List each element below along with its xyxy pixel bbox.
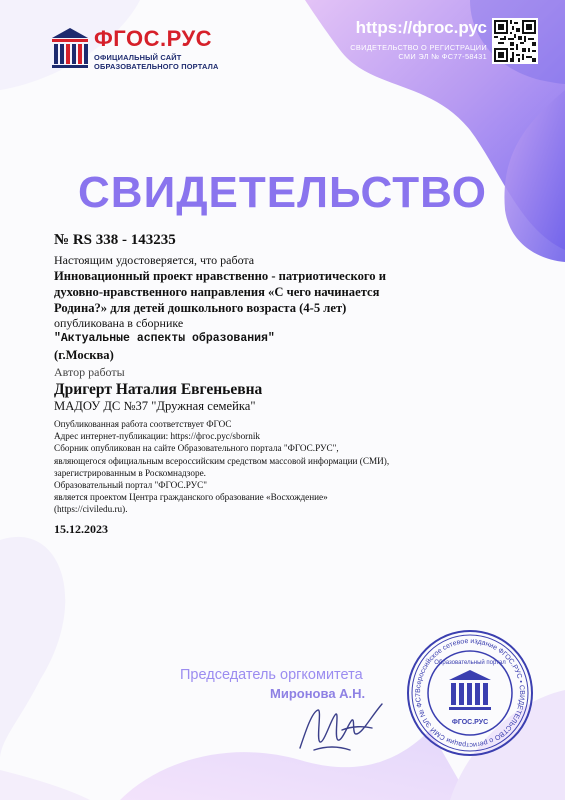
logo-building-icon: [50, 26, 90, 70]
site-url-link[interactable]: https://фгос.рус: [355, 18, 487, 37]
brand-name: ФГОС.РУС: [94, 26, 213, 51]
chair-name: Миронова А.Н.: [270, 686, 366, 701]
registration-line-1: СВИДЕТЕЛЬСТВО О РЕГИСТРАЦИИ: [350, 43, 487, 52]
collection-name: "Актуальные аспекты образования": [54, 332, 275, 345]
collection-city: (г.Москва): [54, 348, 114, 362]
note-line-url[interactable]: Адрес интернет-публикации: https://фгос.рус/sbornik: [54, 431, 260, 442]
note-line: Сборник опубликован на сайте Образовательного портала "ФГОС.РУС",: [54, 443, 339, 454]
intro-text: Настоящим удостоверяется, что работа: [54, 253, 255, 267]
work-title-line: Родина?» для детей дошкольного возраста (4-5 лет): [54, 301, 347, 315]
stamp-inner-text: Образовательный портал: [434, 660, 506, 666]
brand-logo[interactable]: [50, 26, 240, 72]
qr-code-icon[interactable]: [492, 18, 538, 64]
signature-icon: [292, 690, 392, 760]
stamp-icon: [405, 628, 535, 758]
certificate-number: № RS 338 - 143235: [54, 232, 176, 248]
registration-line-2: СМИ ЭЛ № ФС77-58431: [398, 52, 487, 61]
note-line: являющегося официальным всероссийским средством массовой информации (СМИ),: [54, 455, 390, 466]
note-line: Образовательный портал "ФГОС.РУС": [54, 480, 208, 491]
stamp-ring-text: Всероссийское сетевое издание ФГОС.РУС • СВИДЕТЕЛЬСТВО о регистрации СМИ ЭЛ № ФС7: [414, 637, 526, 749]
chair-title: Председатель оргкомитета: [180, 667, 363, 683]
note-line-url[interactable]: (https://civiledu.ru).: [54, 504, 128, 515]
certificate-title: СВИДЕТЕЛЬСТВО: [78, 168, 487, 217]
note-line: является проектом Центра гражданского образование «Восхождение»: [54, 492, 328, 503]
author-label: Автор работы: [54, 365, 125, 379]
note-line: зарегистрированным в Роскомнадзоре.: [54, 467, 206, 478]
stamp-bottom-label: ФГОС.РУС: [451, 719, 489, 726]
issue-date: 15.12.2023: [54, 521, 108, 536]
brand-subtitle-1: ОФИЦИАЛЬНЫЙ САЙТ: [94, 53, 182, 62]
organization: МАДОУ ДС №37 "Дружная семейка": [54, 399, 256, 413]
brand-subtitle-2: ОБРАЗОВАТЕЛЬНОГО ПОРТАЛА: [94, 62, 219, 71]
author-name: Дригерт Наталия Евгеньевна: [54, 381, 263, 398]
svg-text:Всероссийское сетевое издание: [405, 628, 525, 748]
published-in-text: опубликована в сборнике: [54, 316, 184, 330]
work-title-line: духовно-нравственного направления «С чего начинается: [54, 285, 380, 299]
work-title-line: Инновационный проект нравственно - патриотического и: [54, 269, 386, 283]
note-line: Опубликованная работа соответствует ФГОС: [54, 419, 232, 429]
certificate-body: [54, 232, 454, 537]
